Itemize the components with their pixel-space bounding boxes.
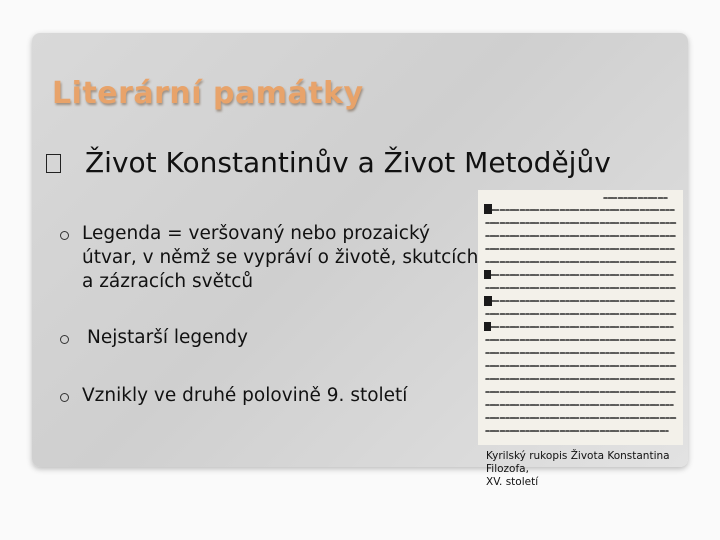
main-bullet-text: Život Konstantinův a Život Metodějův: [85, 146, 611, 179]
sub-bullet-text: Vznikly ve druhé polovině 9. století: [82, 385, 408, 406]
sub-bullet-text: Nejstarší legendy: [87, 327, 248, 348]
sub-bullet-text: Legenda = veršovaný nebo prozaický útvar, v němž se vypráví o životě, skutcích a zázracích světců: [82, 223, 479, 292]
ring-bullet-icon: [60, 335, 69, 344]
ring-bullet-icon: [60, 231, 69, 240]
ring-bullet-icon: [60, 393, 69, 402]
sub-bullet-origin: [60, 384, 407, 408]
manuscript-image: [478, 190, 683, 445]
manuscript-script-lines: [478, 190, 683, 445]
sub-bullet-oldest: [60, 326, 248, 350]
square-bullet-icon: [46, 154, 61, 173]
sub-bullet-legend: [60, 222, 480, 294]
main-bullet: [46, 146, 611, 179]
image-caption: Kyrilský rukopis Života Konstantina Filozofa, XV. století: [486, 450, 670, 488]
slide-title: Literární památky: [52, 76, 364, 111]
